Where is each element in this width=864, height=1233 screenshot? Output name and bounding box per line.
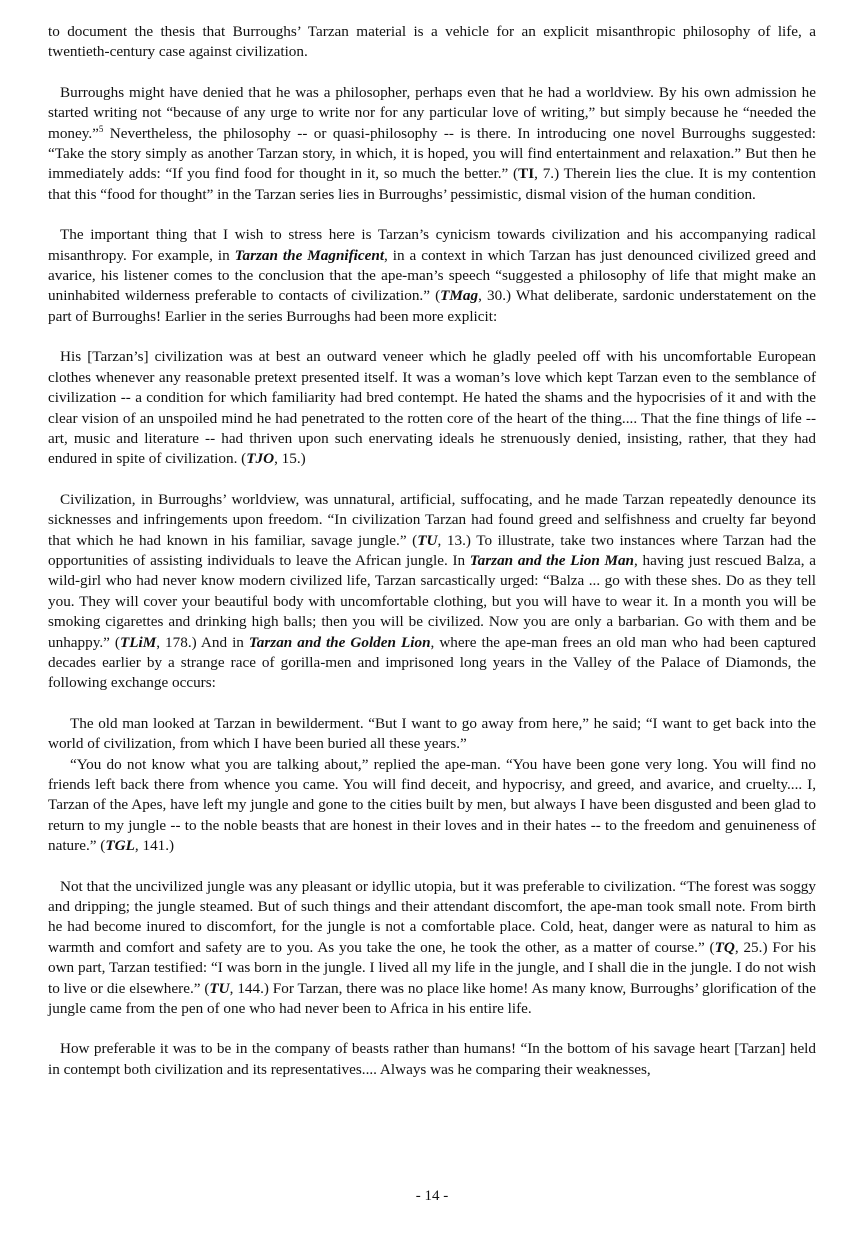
block-quote-2-line-2: [48, 755, 816, 857]
text: , 15.): [274, 450, 306, 468]
text: Not that the uncivilized jungle was any pleasant or idyllic utopia, but it was preferable to civilization. “The forest was soggy and dripping; the jungle steamed. But of such things and their attendant discomfort, the ape-man took small note. From birth he had become inured to discomfort, for the jungle is not a comfortable place. Cold, heat, danger were as natural to him as warmth and comfort and safety are to you. As you take the one, he took the other, as a matter of course.” (: [48, 877, 816, 956]
text: , 30.) What deliberate, sardonic understatement on the part of Burroughs! Earlier in the series Burroughs had been more explicit:: [48, 287, 816, 325]
text: His [Tarzan’s] civilization was at best an outward veneer which he gladly peeled off with his uncomfortable European clothes whenever any reasonable pretext presented itself. It was a woman’s love which kept Tarzan even to the semblance of civilization -- a condition for which familiarity had bred contempt. He hated the shams and the hypocrisies of it and with the clear vision of an unspoiled mind he had penetrated to the rotten core of the heart of the thing.... That the fine things of life -- art, music and literature -- had thriven upon such enervating ideals he strenuously denied, insisting, rather, that they had endured in spite of civilization. (: [48, 348, 816, 468]
text: How preferable it was to be in the company of beasts rather than humans! “In the bottom of his savage heart [Tarzan] held in contempt both civilization and its representatives.... Always was he comparing their weaknesses,: [48, 1040, 816, 1078]
citation-abbrev: TQ: [714, 938, 735, 956]
book-title: Tarzan and the Golden Lion: [248, 633, 431, 651]
paragraph-1: [48, 22, 816, 63]
block-quote-2-line-1: [48, 714, 816, 755]
text: , in a context in which Tarzan has just denounced civilized greed and avarice, his listener comes to the conclusion that the ape-man’s speech “suggested a philosophy of life that might make an uninhabited wilderness preferable to contacts of civilization.” (: [48, 246, 816, 305]
paragraph-4: [48, 490, 816, 694]
text: The important thing that I wish to stress here is Tarzan’s cynicism towards civilization and his accompanying radical misanthropy. For example, in: [48, 226, 816, 264]
paragraph-2: [48, 83, 816, 205]
text: , 7.) Therein lies the clue. It is my contention that this “food for thought” in the Tarzan series lies in Burroughs’ pessimistic, dismal vision of the human condition.: [48, 165, 816, 203]
text: , 178.) And in: [156, 633, 249, 651]
text: Civilization, in Burroughs’ worldview, was unnatural, artificial, suffocating, and he made Tarzan repeatedly denounce its sicknesses and infringements upon freedom. “In civilization Tarzan had found greed and selfishness and cruelty far beyond that which he had known in his familiar, savage jungle.” (: [48, 490, 816, 549]
citation-abbrev: TU: [417, 531, 438, 549]
text: , 25.) For his own part, Tarzan testified: “I was born in the jungle. I lived all my life in the jungle, and I shall die in the jungle. I do not wish to live or die elsewhere.” (: [48, 938, 816, 997]
citation-abbrev: TLiM: [119, 633, 157, 651]
text: , where the ape-man frees an old man who had been captured decades earlier by a strange race of gorilla-men and imprisoned long years in the Valley of the Palace of Diamonds, the following exchange occurs:: [48, 633, 816, 692]
text: Nevertheless, the philosophy -- or quasi-philosophy -- is there. In introducing one novel Burroughs suggested: “Take the story simply as another Tarzan story, in which, it is hoped, you will find entertainment and relaxation.” But then he immediately adds: “If you find food for thought in it, so much the better.” (: [48, 124, 816, 183]
book-title: Tarzan the Magnificent: [234, 246, 385, 264]
text: Burroughs might have denied that he was a philosopher, perhaps even that he had a worldview. By his own admission he started writing not “because of any urge to write nor for any particular love of writing,” but simply because he “needed the money.”: [48, 83, 816, 142]
citation-abbrev: TJO: [246, 450, 275, 468]
text: The old man looked at Tarzan in bewilderment. “But I want to go away from here,” he said; “I want to get back into the world of civilization, from which I have been buried all these years.”: [48, 714, 816, 753]
paragraph-6: [48, 1039, 816, 1080]
text: “You do not know what you are talking about,” replied the ape-man. “You have been gone very long. You will find no friends left back there from whence you came. You will find deceit, and hypocrisy, and greed, and avarice, and cruelty.... I, Tarzan of the Apes, have left my jungle and gone to the cities built by men, but always I have been disgusted and been glad to return to my jungle -- to the noble beasts that are honest in their loves and in their hates -- to the freedom and genuineness of nature.” (: [48, 755, 816, 855]
footnote-marker: 5: [98, 123, 104, 134]
citation-abbrev: TGL: [105, 837, 135, 855]
book-title: Tarzan and the Lion Man: [469, 551, 634, 569]
citation-abbrev: TI: [518, 165, 535, 183]
paragraph-5: [48, 877, 816, 1020]
page-number: - 14 -: [415, 1188, 449, 1204]
text: , having just rescued Balza, a wild-girl who had never know modern civilized life, Tarzan sarcastically urged: “Balza ... go with these shes. Do as they tell you. They will cover your beautiful body with uncomfortable clothing, but you will have to wear it. In a month you will be smoking cigarettes and drinking high balls; then you will be civilized. Now you are only a barbarian. Go with them and be unhappy.” (: [48, 551, 816, 651]
citation-abbrev: TMag: [440, 287, 479, 305]
text: , 141.): [134, 837, 175, 855]
text: , 144.) For Tarzan, there was no place like home! As many know, Burroughs’ glorification of the jungle came from the pen of one who had never been to Africa in his entire life.: [48, 979, 816, 1018]
block-quote-1: [48, 347, 816, 469]
paragraph-3: [48, 225, 816, 327]
citation-abbrev: TU: [209, 979, 230, 997]
text: to document the thesis that Burroughs’ Tarzan material is a vehicle for an explicit misanthropic philosophy of life, a twentieth-century case against civilization.: [48, 23, 816, 61]
text: , 13.) To illustrate, take two instances where Tarzan had the opportunities of assisting individuals to leave the African jungle. In: [48, 531, 816, 569]
